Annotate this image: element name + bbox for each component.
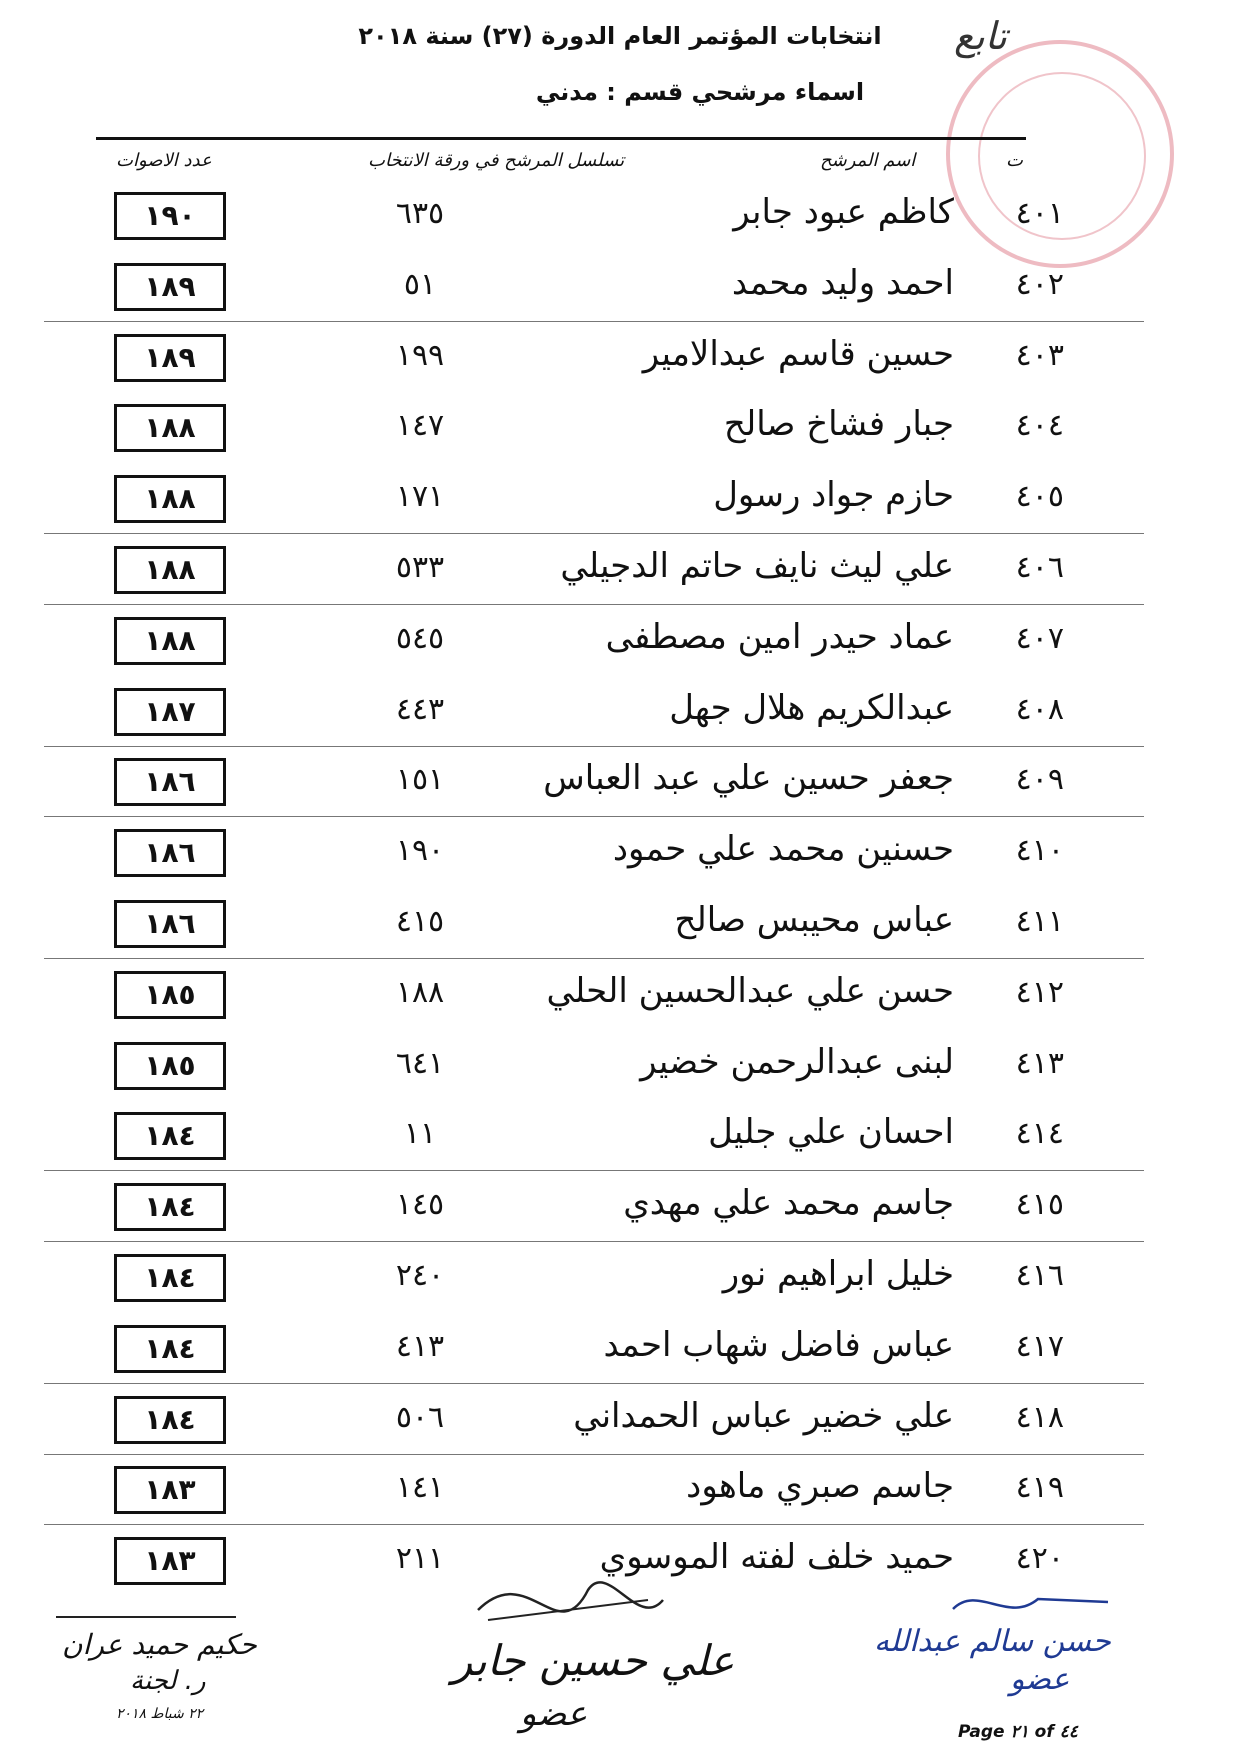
signature-middle-name: علي حسين جابر	[452, 1636, 735, 1685]
votes-count: ١٨٩	[114, 263, 226, 311]
votes-count: ١٨٤	[114, 1396, 226, 1444]
column-header-votes: عدد الاصوات	[116, 150, 212, 171]
ballot-sequence: ١٨٨	[395, 974, 445, 1010]
votes-count: ١٨٧	[114, 688, 226, 736]
votes-count: ١٨٨	[114, 617, 226, 665]
candidate-name: حسين قاسم عبدالامير	[642, 333, 954, 374]
row-number: ٤٠٩	[1015, 762, 1064, 798]
candidate-name: جعفر حسين علي عبد العباس	[543, 758, 954, 799]
ballot-sequence: ١٤١	[395, 1470, 445, 1506]
votes-count: ١٨٦	[114, 829, 226, 877]
candidate-name: احمد وليد محمد	[731, 262, 954, 303]
signature-scribble-icon	[468, 1570, 668, 1640]
ballot-sequence: ١٩٩	[395, 337, 445, 373]
document-subtitle: اسماء مرشحي قسم : مدني	[535, 78, 865, 106]
votes-count: ١٨٤	[114, 1183, 226, 1231]
candidate-name: جاسم صبري ماهود	[686, 1466, 954, 1507]
candidate-name: حسن علي عبدالحسين الحلي	[546, 970, 954, 1011]
row-number: ٤٢٠	[1015, 1541, 1064, 1577]
votes-count: ١٨٦	[114, 900, 226, 948]
table-row	[0, 1040, 1239, 1110]
ballot-sequence: ٤٤٣	[395, 691, 445, 727]
ballot-sequence: ٥١	[403, 266, 437, 302]
column-header-name: اسم المرشح	[820, 150, 916, 171]
candidate-name: جاسم محمد علي مهدي	[623, 1183, 954, 1224]
page-number: Page ٢١ of ٤٤	[958, 1722, 1078, 1742]
row-divider	[44, 321, 1144, 322]
votes-count: ١٨٩	[114, 334, 226, 382]
signature-right-role: عضو	[1010, 1662, 1070, 1697]
row-number: ٤٠٧	[1015, 620, 1064, 656]
row-number: ٤١٧	[1015, 1328, 1064, 1364]
ballot-sequence: ٤١٣	[395, 1328, 445, 1364]
candidate-name: جبار فشاخ صالح	[723, 404, 954, 445]
signature-stroke	[56, 1616, 236, 1622]
ballot-sequence: ١٥١	[395, 762, 445, 798]
row-divider	[44, 1383, 1144, 1384]
row-number: ٤١٠	[1015, 833, 1064, 869]
table-row	[0, 402, 1239, 472]
candidate-name: خليل ابراهيم نور	[722, 1254, 954, 1294]
row-number: ٤١٦	[1015, 1258, 1064, 1293]
ballot-sequence: ٢١١	[395, 1541, 445, 1577]
candidate-name: لبنى عبدالرحمن خضير	[640, 1041, 954, 1082]
votes-count: ١٨٥	[114, 1042, 226, 1090]
table-row	[0, 332, 1239, 402]
ballot-sequence: ١١	[403, 1116, 437, 1152]
ballot-sequence: ٥٤٥	[395, 620, 445, 656]
row-divider	[44, 1241, 1144, 1242]
candidate-name: كاظم عبود جابر	[733, 192, 954, 232]
row-divider	[44, 604, 1144, 605]
votes-count: ١٩٠	[114, 192, 226, 240]
ballot-sequence: ٢٤٠	[395, 1258, 445, 1293]
row-number: ٤٠٣	[1015, 337, 1064, 373]
column-header-sequence: تسلسل المرشح في ورقة الانتخاب	[368, 150, 625, 171]
candidate-name: حازم جواد رسول	[713, 475, 954, 516]
votes-count: ١٨٣	[114, 1537, 226, 1585]
row-divider	[44, 746, 1144, 747]
signature-right-name: حسن سالم عبدالله	[874, 1624, 1111, 1659]
ballot-sequence: ١٩٠	[395, 833, 445, 869]
signature-left-name: حكيم حميد عران	[62, 1628, 257, 1661]
candidate-name: علي ليث نايف حاتم الدجيلي	[560, 546, 954, 586]
candidate-name: عماد حيدر امين مصطفى	[605, 616, 954, 657]
votes-count: ١٨٨	[114, 475, 226, 523]
table-row	[0, 1252, 1239, 1322]
ballot-sequence: ١٤٧	[395, 408, 445, 444]
votes-count: ١٨٤	[114, 1254, 226, 1302]
candidate-name: عباس فاضل شهاب احمد	[603, 1324, 954, 1365]
ballot-sequence: ١٤٥	[395, 1187, 445, 1223]
row-number: ٤٠١	[1015, 196, 1064, 231]
ballot-sequence: ٦٤١	[395, 1045, 445, 1081]
row-divider	[44, 1524, 1144, 1525]
votes-count: ١٨٣	[114, 1466, 226, 1514]
row-divider	[44, 1454, 1144, 1455]
table-row	[0, 827, 1239, 897]
row-number: ٤١٤	[1015, 1116, 1064, 1152]
row-number: ٤٠٤	[1015, 408, 1064, 444]
votes-count: ١٨٦	[114, 758, 226, 806]
table-row	[0, 969, 1239, 1039]
row-divider	[44, 1170, 1144, 1171]
signature-left-role: ر. لجنة	[130, 1666, 206, 1696]
signature-middle-role: عضو	[520, 1694, 588, 1734]
row-number: ٤١١	[1015, 904, 1064, 939]
votes-count: ١٨٥	[114, 971, 226, 1019]
row-number: ٤٠٢	[1015, 266, 1064, 302]
row-number: ٤٠٨	[1015, 691, 1064, 727]
row-divider	[44, 958, 1144, 959]
row-divider	[44, 816, 1144, 817]
row-divider	[44, 533, 1144, 534]
footer-date: ٢٢ شباط ٢٠١٨	[116, 1706, 204, 1722]
row-number: ٤١٣	[1015, 1045, 1064, 1081]
ballot-sequence: ٦٣٥	[395, 196, 445, 231]
row-number: ٤١٥	[1015, 1187, 1064, 1223]
candidate-name: عباس محيبس صالح	[674, 900, 954, 940]
table-row	[0, 190, 1239, 260]
row-number: ٤٠٦	[1015, 550, 1064, 585]
candidate-name: حميد خلف لفته الموسوي	[599, 1537, 954, 1578]
row-number: ٤٠٥	[1015, 479, 1064, 515]
document-title: انتخابات المؤتمر العام الدورة (٢٧) سنة ٢٠١٨	[358, 22, 882, 50]
row-number: ٤١٢	[1015, 974, 1064, 1010]
votes-count: ١٨٤	[114, 1325, 226, 1373]
votes-count: ١٨٨	[114, 404, 226, 452]
row-number: ٤١٩	[1015, 1470, 1064, 1506]
signature-scribble-icon	[948, 1584, 1118, 1624]
column-header-index: ت	[1006, 150, 1023, 171]
votes-count: ١٨٤	[114, 1112, 226, 1160]
candidate-name: حسنين محمد علي حمود	[612, 829, 954, 870]
ballot-sequence: ٥٣٣	[395, 550, 445, 585]
ballot-sequence: ١٧١	[395, 479, 445, 515]
candidate-name: احسان علي جليل	[708, 1112, 954, 1153]
continued-label: تابع	[954, 14, 1007, 58]
ballot-sequence: ٤١٥	[395, 904, 445, 939]
table-row	[0, 615, 1239, 685]
ballot-sequence: ٥٠٦	[395, 1399, 445, 1435]
candidate-name: علي خضير عباس الحمداني	[573, 1395, 954, 1436]
row-number: ٤١٨	[1015, 1399, 1064, 1435]
candidate-name: عبدالكريم هلال جهل	[669, 687, 954, 728]
header-divider	[96, 137, 1026, 140]
votes-count: ١٨٨	[114, 546, 226, 594]
